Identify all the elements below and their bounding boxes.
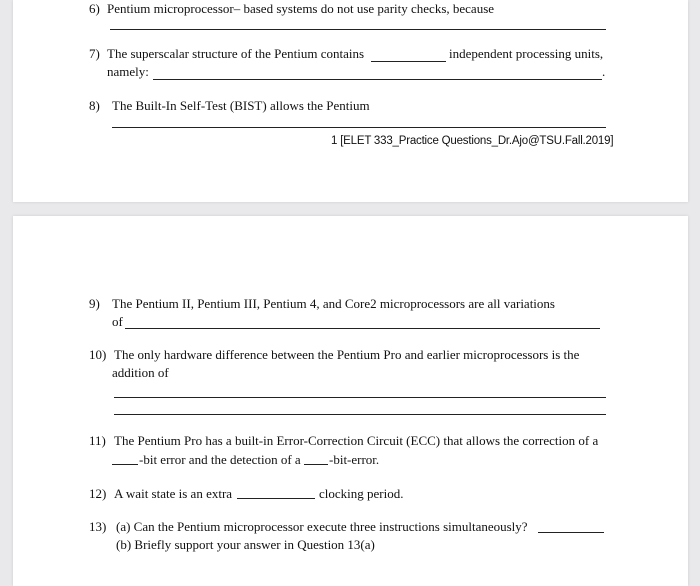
question-9-text: The Pentium II, Pentium III, Pentium 4, and Core2 microprocessors are all variations: [112, 296, 555, 311]
question-13-part-a: (a) Can the Pentium microprocessor execute three instructions simultaneously?: [116, 519, 528, 534]
question-7-line2: namely:: [107, 64, 149, 79]
question-11-line2-part1: -bit error and the detection of a: [139, 452, 301, 467]
question-10-text: The only hardware difference between the Pentium Pro and earlier microprocessors is the: [114, 347, 580, 362]
document-page-2: [13, 216, 688, 586]
question-7-text-after: independent processing units,: [449, 46, 604, 61]
question-6-text: Pentium microprocessor– based systems do not use parity checks, because: [107, 1, 495, 16]
question-12-text: A wait state is an extra: [114, 486, 233, 501]
question-8-number: 8): [89, 98, 100, 113]
question-11-correction-blank[interactable]: [112, 464, 138, 465]
question-7-answer-line[interactable]: [153, 79, 602, 80]
question-8-answer-line[interactable]: [112, 127, 606, 128]
question-11-detection-blank[interactable]: [304, 464, 328, 465]
question-12-number: 12): [89, 486, 107, 501]
question-7-number: 7): [89, 46, 100, 61]
question-8-text: The Built-In Self-Test (BIST) allows the Pentium: [112, 98, 370, 113]
question-10-answer-line-1[interactable]: [114, 397, 606, 398]
question-10-number: 10): [89, 347, 107, 362]
question-7-end-mark: .: [602, 64, 606, 79]
question-13-answer-blank[interactable]: [538, 532, 604, 533]
question-9-number: 9): [89, 296, 100, 311]
question-10-line2: addition of: [112, 365, 169, 380]
page-footer: 1 [ELET 333_Practice Questions_Dr.Ajo@TSU.Fall.2019]: [331, 135, 614, 147]
question-13-part-b: (b) Briefly support your answer in Question 13(a): [116, 537, 375, 552]
question-11-line2-part2: -bit-error.: [329, 452, 380, 467]
question-9-answer-line[interactable]: [125, 328, 600, 329]
question-11-text: The Pentium Pro has a built-in Error-Correction Circuit (ECC) that allows the correction of a: [114, 433, 599, 448]
question-9-line2: of: [112, 314, 123, 329]
question-10-answer-line-2[interactable]: [114, 414, 606, 415]
question-11-number: 11): [89, 433, 106, 448]
document-page-1: [13, 0, 688, 202]
question-6-answer-line[interactable]: [110, 29, 606, 30]
question-7-text: The superscalar structure of the Pentium contains: [107, 46, 365, 61]
question-13-number: 13): [89, 519, 107, 534]
question-12-answer-blank[interactable]: [237, 498, 315, 499]
question-6-number: 6): [89, 1, 100, 16]
question-12-text-after: clocking period.: [319, 486, 404, 501]
question-7-count-blank[interactable]: [371, 61, 446, 62]
